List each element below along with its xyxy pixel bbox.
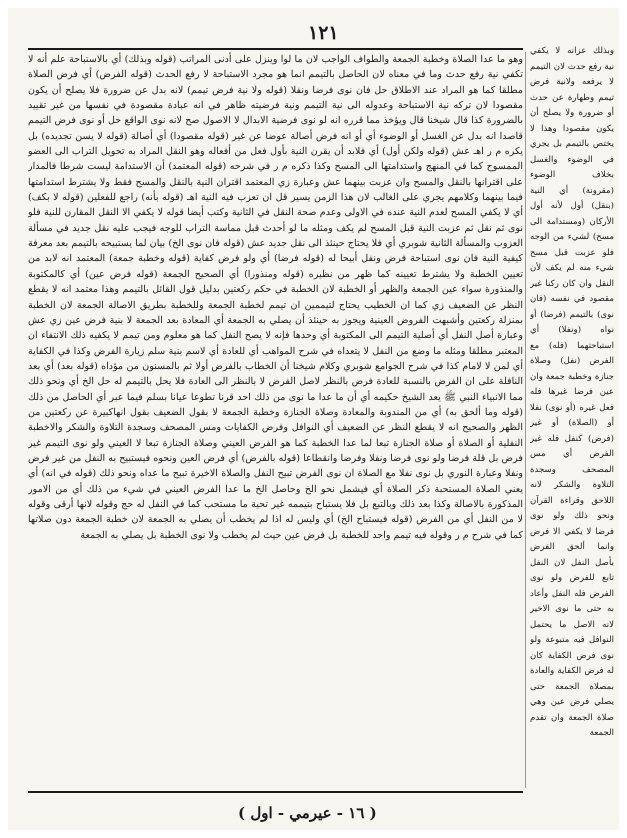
commentary-text-block bbox=[28, 52, 523, 788]
commentary-paragraph: وهو ما عدا الصلاة وخطبة الجمعة والطواف الواجب لان ما لوا وينزل على أدنى المراتب (قوله وبذلك) أي بالاستباحة علم أنه لا تكفي نية رفع حدث وما في معناه لان الحاصل بالتيمم انما هو مجرد الاستباحة لا رفع الحدث (قوله الفرض) أي فرض الصلاة مطلقا كما هو المراد عند الاطلاق حل فان نوى فرضا ونفلا (قوله ولا نية فرض تيمم) لانه بدل عن ضرورة فلا يصلح أن يكون مقصودا لان تركه نية الاستباحة وعدوله الى نية التيمم ونية فرضيته ظاهر في انه عبادة مقصودة في نفسها من غير تقييد بالضرورة كذا قال شيخنا قال ويؤخذ مما قرره انه لو نوى فرضية الابدال لا الاصول صح لانه نوى الواقع حل أو نوى فرض التيمم قاصدا انه بدل عن الغسل أو الوضوء أي أو انه فرض أصالة عوضا عن غير (قوله مقصودا) أي أصالة (قوله لا يسن تجديده) بل يكره م ر اهـ عش (قوله ولكن أول) أي فلابد أن يقرن النية بأول فعل من أفعاله وهو النقل المراد به تحويل التراب الى العضو الممسوح كما في المنهج واستدامتها الى المسح وكذا ذكره م ر في شرحه (قوله المعتمد) أن الاستدامة ليست شرطا فالمدار على اقترانها بالنقل والمسح وان عزبت بينهما عش وعبارة زي المعتمد اقتران النية بالنقل والمسح فقط ولا يشترط استدامتها فيما بينهما وكلامهم يجري على الغالب لان هذا الزمن يسير قل ان تعزب فيه النية اهـ (قوله بأنه) راجع للفعلين (قوله لا بكف) أي لا يكفي المسح لعدم النية عنده في الاولى وعدم صحة النقل في الثانية وكتب أيضا قوله لا يكفي الا النقل المقارن للنية فلو نوى ثم نقل ثم عزبت النية قبل المسح لم يكف ومثله ما لو أحدث قبل مماسة التراب للوجه فيجب عليه نقل جديد في مسألة العزوب والمسألة الثانية شوبري أي فلا يحتاج حينئذ الى نقل جديد عش (قوله فان نوى الخ) بيان لما يستبيحه بالتيمم بعد معرفة كيفية النية فان نوى استباحة فرض ونفل أبيحا له (قوله فرضا) أي ولو فرض كفاية (قوله وخطبة جمعة) المعتمد انه لابد من تعيين الخطبة ولا يشترط تعيينه كما ظهر من نظيره (قوله ومنذورا) أي الصحيح الجمعة (قوله فرض عين) أي كالمكتوبة والمنذورة سواء عين الجمعة والظهر أو الخطبة لان الخطبة في حكم ركعتين بدليل قول القائل بالتيمم وهذا معتمد انه لا يقطع النظر عن الضعيف زي كما ان الخطيب يحتاج لتيممين ان تيمم لخطبة الجمعة وللخطبة بطريق الاصالة الجمعة لان الخطبة بمنزلة ركعتين وأشبهت الفروض العينية ويجوز به حينئذ أن يصلي به الجمعة أي المعادة بعد الجمعة لا بنية فرض عين زي عش وعبارة أصل النفل أي أصلية التيمم الى المكتوبة أي وحدها فإنه لا يصح النفل كما هو معلوم ومن تيمم لا يكفيه ذلك الانتفاء ان المعتبر مطلقا ومثله ما وضع من النفل لا يتعداه في شرح المواهب أي للعادة أي لاسم بنية سلم زيارة الفرض وكذا في الكفاية أي لمن لا لامام كذا في شرح الجوامع شوبري وكلام شيخنا أن الخطاب بالفرض أولا ثم بالمسنون من مؤداه (قوله بعد) أي بعد النافلة على ان الفرض بالنسبة للعادة فرض بالنظر لاصل الفرض لا بالنظر الى العادة فلا يحل بالتيمم له حل الخ أي ونحو ذلك مما الانبياء النبي ﷺ يعد الشيخ حكيمه أي أن ما عدا ما نوى من ذلك احد قرنا تطوعا عيانا بسلم فيما عبر أي الحاصل من ذلك (قوله وما ألحق به) أي من المندوبة والمعادة وصلاة الجنازة وخطبة الجمعة لا بقول الضعيف بقول انهاكبيرة عن ركعتين من الظهر والصحيح انه لا يقطع النظر عن الضعيف أي النوافل وفرض الكفايات ومس المصحف وسجدة التلاوة والشكر والاخطبة النفلية أو الصلاة أو صلاة الجنازة تبعا لما عدا الخطبة كما هو الفرض العيني وصلاة الجنازة تبعا لا العيني ولو نوى التيمم غير فرض بل قلة فرضا ولو نوى فرضا ونفلا وفرضا وانقطاعا (قوله بالفرض) أي فرض العين ونحوه فيستبيح به النفل من غير فرض ونفلا وعبارة النوري بل نوى نفلا مع الصلاة ان نوى الفرض تبيح النفل والصلاة الاخيرة تبيح ما عداه ونحو ذلك (قوله في انه) أي يعني الصلاة المستحبة ذكر الصلاة أي فيشمل نحو الخ وحاصل الخ ما عدا الفرض العيني في شيء من ذلك أي من الامور المذكورة بالاصالة وكذا بعد ذلك وبالتبع بل فلا يستباح بتيممه غير تحية ما مستحب كما في النفل له حج وقوله لانها أرقى وقوله لا من النفل أي من الفرض (قوله فيستباح الخ) أي وليس له اذا لم يخطب أن يصلي به الجمعة لان خطبة الجمعة دون صلاتها كما في شرح م ر وقوله فيه تيمم واحد للخطبة بل فرض عين حيث لم يخطب ولا نوى الخطبة بل يصلي به الجمعة bbox=[28, 54, 523, 541]
book-page bbox=[8, 8, 619, 830]
top-rule bbox=[28, 48, 523, 50]
matn-side-column bbox=[530, 44, 614, 786]
bottom-rule bbox=[28, 791, 523, 793]
matn-paragraph: وبذلك عزانه لا يكفي نية رفع حدث لان التيمم لا يرفعه ولانية فرض تيمم وطهارة عن حدث أو ضرورة ولا يصلح أن يكون مقصودا وهذا لا يختص بالتيمم بل يجري في الوضوء والغسل بخلاف الوضوء (مقرونة) أي النية (بنقل) أول لأنه أول الأركان (ومستدامة الى مسح) لشيء من الوجه فلو عزبت قبل مسح شيء منه لم يكف لأن النقل وان كان ركنا غير مقصود في نفسه (فان نوى) بالتيمم (فرضا) أو نواه (ونفلا) أي استباحتهما (فله) مع الفرض (نفل) وصلاة جنازة وخطبة جمعة وان عين فرضا غيرها فله فعل غيره (أو نوى) نفلا أو (الصلاة) أو غير (فرض) كنفل فله غير الفرض أي مس المصحف وسجدة التلاوة والشكر لانه اللاحق وقراءة القرآن ونحو ذلك ولو نوى فرضا لا يكفي الا فرض وانما ألحق الفرض بأصل النفل لان النفل تابع للفرض ولو نوى الفرض فله النفل وأعاد به حتى ما نوى الاخير لانه الاصل ما يحتمل النوافل فيه متبوعة ولو نوى فرض الكفاية كان له فرض الكفاية والعادة بمصلاة الجمعة حتى يصلي فرض عين وهي صلاة الجمعة وان تقدم الجمعة bbox=[530, 46, 614, 738]
column-divider bbox=[525, 52, 526, 788]
page-number: ١٢١ bbox=[308, 22, 339, 44]
printer-signature: ( ١٦ - عيرمي - اول ) bbox=[238, 804, 377, 822]
